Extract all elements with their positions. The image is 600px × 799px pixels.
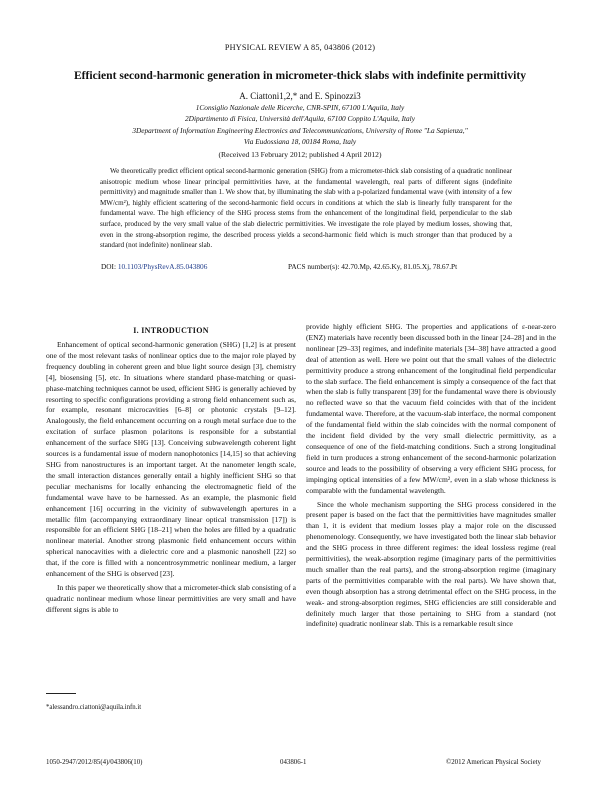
right-paragraph-1: provide highly efficient SHG. The properties and applications of ε-near-zero (ENZ) materials have recently been discussed both in the linear [24–28] and in the nonlinear [29–33] regimes, and indefinite materials [34–38] have attracted a good deal of attention as well. Here we point out that the small values of the dielectric permittivity produce a strong enhancement of the longitudinal field perpendicular to the slab surface. The field enhancement is simply a consequence of the fact that when the slab is fully transparent [39] for the fundamental wave there is obviously no reflected wave so that the vacuum field coincides with that of the incident fundamental wave. Therefore, at the vacuum-slab interface, the normal component of the fundamental field within the slab coincides with the normal component of the incident field divided by the very small dielectric permittivity, as a consequence of one of the field-matching conditions. Such a strong longitudinal field in turn produces a strong enhancement of the second-harmonic polarization source and leads to the possibility of observing a very efficient SHG process, for impinging optical intensities of a few MW/cm², even in a slab whose thickness is comparable with the fundamental wavelength. bbox=[306, 322, 556, 495]
received-date: (Received 13 February 2012; published 4 April 2012) bbox=[218, 150, 382, 159]
left-paragraph-1: Enhancement of optical second-harmonic generation (SHG) [1,2] is at present one of the most relevant tasks of nonlinear optics due to the major role played by frequency doubling in coherent green and blue light source design [3], chemistry [4], biosensing [5], etc. In situations where standard phase-matching or quasi-phase-matching techniques cannot be used, efficient SHG is generally achieved by resorting to specific configurations providing a strong field enhancement such as, for example, resonant microcavities [6–8] or photonic crystals [9–12]. Analogously, the field enhancement occurring on a rough metal surface due to the excitation of surface plasmon polaritons is responsible for a substantial enhancement of the surface SHG [13]. Conceiving subwavelength coherent light sources is a fundamental issue of modern nanophotonics [14,15] so that achieving SHG from nanostructures is an important target. At the nanometer length scale, the small interaction distances generally entail a highly inefficient SHG so that peculiar mechanisms for locally enhancing the electromagnetic field of the fundamental wave have to be harnessed. As an example, the plasmonic field enhancement [16] occurring in the vicinity of subwavelength apertures in a metallic film (accompanying extraordinary linear optical transmission [17]) is responsible for an efficient SHG [18–21] when the holes are filled by a quadratic nonlinear material. Another strong plasmonic field enhancement occurs within spherical nanocavities with a dielectric core and a plasmonic nanoshell [22] so that, if the core is filled with a noncentrosymmetric nonlinear medium, a larger enhancement of the SHG is observed [23]. bbox=[46, 340, 296, 579]
affiliation-2: 2Dipartimento di Fisica, Università dell'Aquila, 67100 Coppito L'Aquila, Italy bbox=[185, 114, 415, 123]
section-heading: I. INTRODUCTION bbox=[133, 326, 209, 335]
paper-title: Efficient second-harmonic generation in micrometer-thick slabs with indefinite permittivity bbox=[73, 69, 527, 82]
doi-label: DOI: bbox=[101, 262, 116, 271]
left-paragraph-2: In this paper we theoretically show that a micrometer-thick slab consisting of a quadratic nonlinear medium whose linear permittivities are very small and have different signs is able to bbox=[46, 582, 296, 614]
affiliation-1: 1Consiglio Nazionale delle Ricerche, CNR-SPIN, 67100 L'Aquila, Italy bbox=[195, 103, 405, 112]
left-column bbox=[46, 340, 296, 616]
doi-link[interactable]: 10.1103/PhysRevA.85.043806 bbox=[117, 262, 208, 271]
pacs-numbers: PACS number(s): 42.70.Mp, 42.65.Ky, 81.05.Xj, 78.67.Pt bbox=[288, 262, 458, 271]
affiliation-3: 3Department of Information Engineering Electronics and Telecommunications, University of Rome "La Sapienza," bbox=[132, 126, 468, 135]
footnote-rule bbox=[46, 693, 76, 694]
right-paragraph-2: Since the whole mechanism supporting the SHG process considered in the present paper is based on the fact that the permittivities have magnitudes smaller than 1, it is evident that medium losses play a major role on the discussed phenomenology. Consequently, we have investigated both the linear slab behavior and the SHG process in three different regimes: the ideal lossless regime (real permittivities), the weak-absorption regime (imaginary parts of the permittivities much smaller than the real parts), and the strong-absorption regime (imaginary parts of the permittivities comparable with the real parts). We have shown that, even though absorption has a strong detrimental effect on the SHG process, in the weak- and strong-absorption regimes, SHG efficiencies are still considerable and definitely much larger that those pertaining to SHG from a standard (not indefinite) quadratic nonlinear slab. This is a remarkable result since bbox=[306, 499, 556, 629]
footer-issn: 1050-2947/2012/85(4)/043806(10) bbox=[46, 759, 143, 766]
footer-page-number: 043806-1 bbox=[280, 759, 307, 766]
right-column bbox=[306, 322, 556, 630]
doi-line bbox=[101, 262, 207, 271]
journal-header: PHYSICAL REVIEW A 85, 043806 (2012) bbox=[224, 43, 376, 52]
footnote-email: *alessandro.ciattoni@aquila.infn.it bbox=[46, 704, 142, 711]
footer-copyright: ©2012 American Physical Society bbox=[446, 759, 541, 766]
abstract bbox=[100, 166, 512, 251]
abstract-text: We theoretically predict efficient optical second-harmonic generation (SHG) from a micrometer-thick slab consisting of a quadratic nonlinear anisotropic medium whose linear principal permittivities have, at the fundamental wavelength, real parts of different signs (indefinite permittivity) and magnitude smaller than 1. We show that, by illuminating the slab with a p-polarized fundamental wave (with intensity of a few MW/cm²), highly efficient scattering of the second-harmonic field occurs in conditions at which the slab is linearly fully transparent for the fundamental wave. The high efficiency of the SHG process stems from the enhancement of the longitudinal field, perpendicular to the slab surface, produced by the very small value of the slab dielectric permittivities. We investigate the role played by medium losses, showing that, even in the strong-absorption regime, the described process yields a second-harmonic field which is much stronger than that produced by a standard (not indefinite) nonlinear slab. bbox=[100, 167, 512, 250]
authors: A. Ciattoni1,2,* and E. Spinozzi3 bbox=[239, 91, 361, 101]
affiliation-3-address: Via Eudossiana 18, 00184 Roma, Italy bbox=[243, 137, 357, 146]
